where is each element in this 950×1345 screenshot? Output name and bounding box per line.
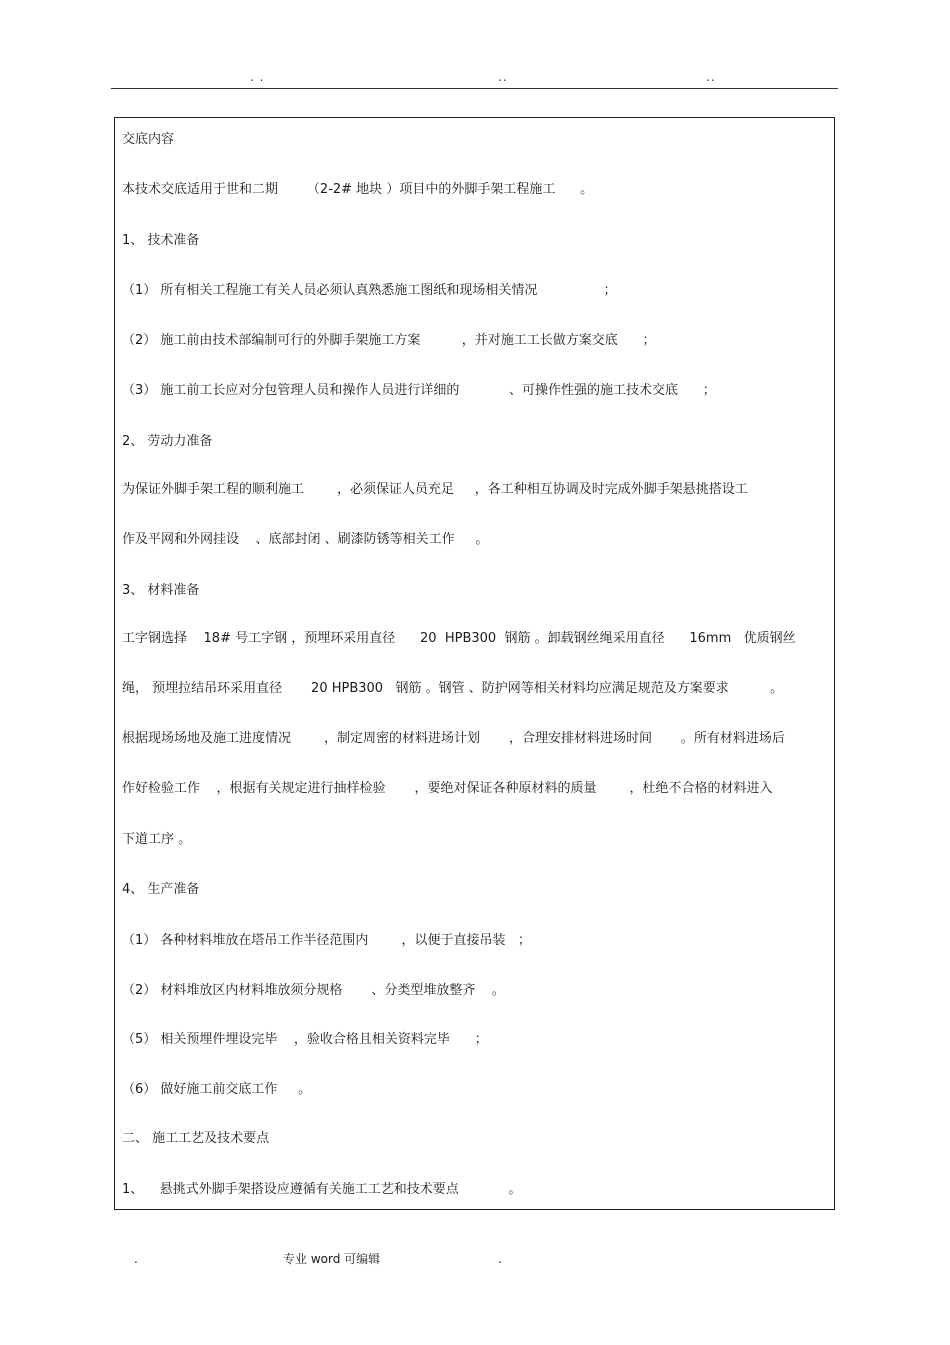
doc-line: （2） 材料堆放区内材料堆放须分规格 、分类型堆放整齐 。 bbox=[122, 983, 505, 998]
doc-line: （1） 各种材料堆放在塔吊工作半径范围内 ，以便于直接吊装 ； bbox=[122, 933, 531, 948]
footer-dot-right: . bbox=[498, 1252, 502, 1266]
footer-text: 专业 word 可编辑 bbox=[283, 1252, 381, 1266]
doc-line: 交底内容 bbox=[122, 132, 175, 147]
doc-line: 根据现场场地及施工进度情况 ，制定周密的材料进场计划 ，合理安排材料进场时间 。所有材料进场后 bbox=[122, 731, 785, 746]
footer-dot-left: . bbox=[134, 1252, 138, 1266]
doc-line: （3） 施工前工长应对分包管理人员和操作人员进行详细的 、可操作性强的施工技术交底 ； bbox=[122, 383, 716, 398]
doc-line: 为保证外脚手架工程的顺利施工 ，必须保证人员充足 ，各工种相互协调及时完成外脚手架悬挑搭设工 bbox=[122, 482, 748, 497]
doc-line: 2、 劳动力准备 bbox=[122, 434, 213, 449]
doc-line: （1） 所有相关工程施工有关人员必须认真熟悉施工图纸和现场相关情况 ； bbox=[122, 283, 617, 298]
doc-line: （5） 相关预埋件埋设完毕 ，验收合格且相关资料完毕 ； bbox=[122, 1032, 488, 1047]
doc-line: 二、 施工工艺及技术要点 bbox=[122, 1131, 270, 1146]
doc-line: 工字钢选择 18# 号工字钢 ，预埋环采用直径 20 HPB300 钢筋 。卸载钢丝绳采用直径 16mm 优质钢丝 bbox=[122, 631, 796, 646]
doc-line: 绳， 预埋拉结吊环采用直径 20 HPB300 钢筋 。钢管 、防护网等相关材料均应满足规范及方案要求 。 bbox=[122, 681, 784, 696]
header-dot-left: . . bbox=[250, 70, 265, 84]
doc-line: 1、 技术准备 bbox=[122, 233, 200, 248]
header-dot-right: .. bbox=[706, 70, 716, 84]
doc-line: （6） 做好施工前交底工作 。 bbox=[122, 1082, 312, 1097]
doc-line: 本技术交底适用于世和二期 （2-2# 地块 ）项目中的外脚手架工程施工 。 bbox=[122, 182, 594, 197]
doc-line: （2） 施工前由技术部编制可行的外脚手架施工方案 ，并对施工工长做方案交底 ； bbox=[122, 333, 656, 348]
doc-line: 4、 生产准备 bbox=[122, 882, 200, 897]
doc-line: 3、 材料准备 bbox=[122, 583, 200, 598]
doc-line: 作好检验工作 ，根据有关规定进行抽样检验 ，要绝对保证各种原材料的质量 ，杜绝不合格的材料进入 bbox=[122, 781, 773, 796]
doc-line: 下道工序 。 bbox=[122, 832, 192, 847]
header-rule bbox=[111, 88, 838, 89]
header-dot-center: .. bbox=[498, 70, 508, 84]
doc-line: 作及平网和外网挂设 、底部封闭 、刷漆防锈等相关工作 。 bbox=[122, 532, 489, 547]
doc-line: 1、 悬挑式外脚手架搭设应遵循有关施工工艺和技术要点 。 bbox=[122, 1182, 522, 1197]
